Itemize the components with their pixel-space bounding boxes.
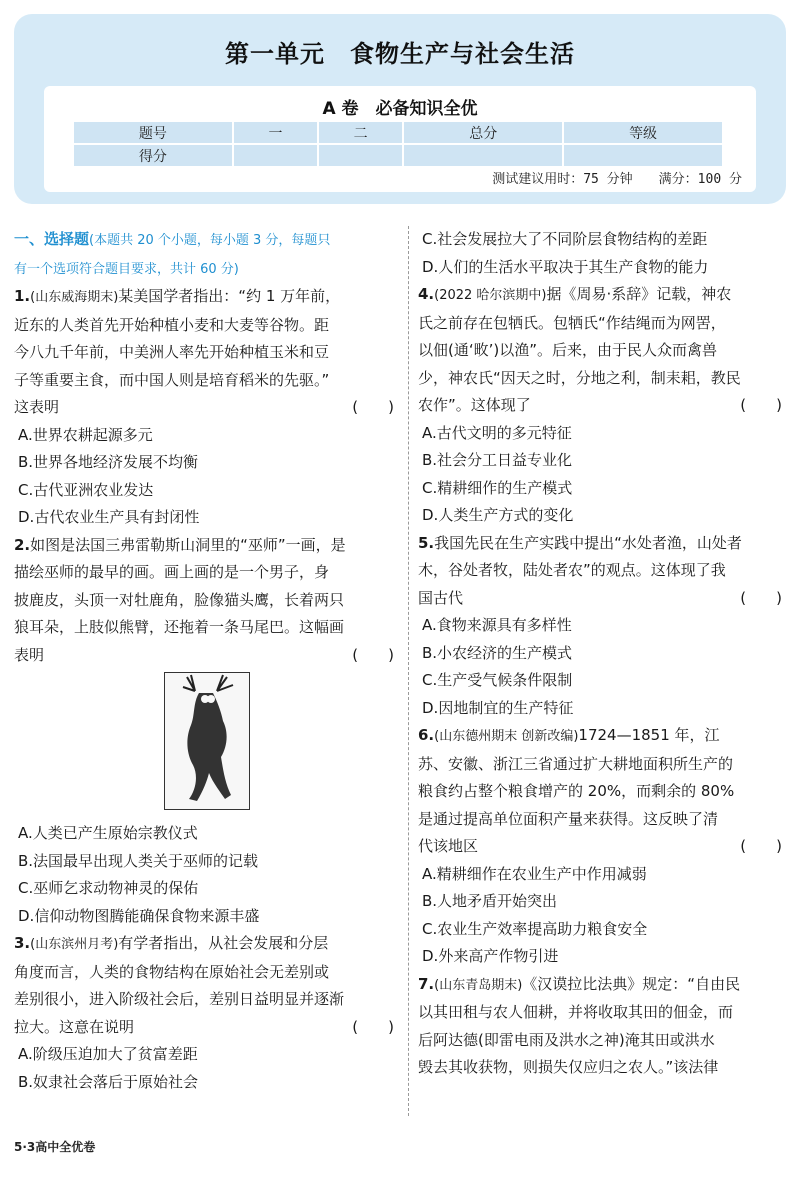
- answer-option[interactable]: D.信仰动物图腾能确保食物来源丰盛: [18, 906, 260, 925]
- question-number: 7.: [418, 974, 435, 993]
- question-text-line: 粮食约占整个粮食增产的 20%，而剩余的 80%: [418, 782, 735, 800]
- section-note-line: [14, 255, 400, 284]
- question-text-line: 以佃(通‘畋’)以渔”。后来，由于民人众而禽兽: [418, 341, 718, 359]
- question-stem: [418, 971, 788, 1000]
- answer-option[interactable]: C.社会发展拉大了不同阶层食物结构的差距: [422, 230, 708, 248]
- question-text: 据《周易·系辞》记载，神农: [546, 285, 732, 303]
- question-stem: [418, 530, 788, 558]
- question-stem: [418, 281, 788, 310]
- score-input-cell[interactable]: [233, 144, 318, 167]
- question-number: 1.: [14, 287, 31, 305]
- question-text-line: 子等重要主食，而中国人则是培育稻米的先驱。”: [14, 370, 330, 389]
- score-table-cell: 总分: [403, 121, 563, 144]
- question-number: 3.: [14, 934, 31, 952]
- footer-brand: 5·3高中全优卷: [14, 1140, 96, 1154]
- section-note: (本题共 20 个小题，每小题 3 分，每题只: [89, 233, 331, 248]
- question-stem: [14, 283, 400, 312]
- question-text-line: 以其田租与农人佃耕，并将收取其田的佃金，而: [418, 1003, 734, 1021]
- score-table-header-row: [73, 121, 723, 144]
- answer-option[interactable]: A.阶级压迫加大了贫富差距: [18, 1045, 198, 1063]
- question-stem: [14, 532, 400, 560]
- figure-block: [14, 672, 400, 816]
- right-column: [418, 226, 788, 1082]
- score-table-cell: 一: [233, 121, 318, 144]
- score-table-score-row: [73, 144, 723, 167]
- question-text-line: 毁去其收获物，则损失仅应归之农人。”该法律: [418, 1058, 719, 1076]
- question-number: 6.: [418, 726, 435, 744]
- question-text: 某美国学者指出：“约 1 万年前，: [118, 287, 341, 305]
- answer-bracket[interactable]: ( ): [352, 1017, 394, 1036]
- score-table-cell: 得分: [73, 144, 233, 167]
- section-title: 一、选择题: [14, 230, 90, 248]
- score-input-cell[interactable]: [563, 144, 723, 167]
- question-number: 2.: [14, 535, 31, 554]
- answer-option[interactable]: B.人地矛盾开始突出: [422, 892, 558, 910]
- question-text: 《汉谟拉比法典》规定：“自由民: [522, 974, 741, 993]
- question-source: (山东青岛期末): [434, 977, 523, 993]
- cave-painting-image: [164, 672, 250, 810]
- answer-option[interactable]: A.人类已产生原始宗教仪式: [18, 824, 198, 842]
- unit-title: 第一单元 食物生产与社会生活: [225, 40, 575, 68]
- answer-option[interactable]: A.世界农耕起源多元: [18, 425, 153, 444]
- section-note: 有一个选项符合题目要求，共计 60 分): [14, 261, 239, 277]
- left-column: [14, 226, 400, 1096]
- answer-bracket[interactable]: ( ): [740, 837, 782, 855]
- answer-option[interactable]: C.巫师乞求动物神灵的保佑: [18, 879, 199, 897]
- answer-option[interactable]: C.生产受气候条件限制: [422, 671, 573, 689]
- answer-option[interactable]: A.古代文明的多元特征: [422, 423, 572, 442]
- question-text-line: 近东的人类首先开始种植小麦和大麦等谷物。距: [14, 315, 330, 334]
- question-stem-end: [418, 585, 788, 613]
- question-text: 如图是法国三弗雷勒斯山洞里的“巫师”一画，是: [30, 535, 346, 554]
- answer-bracket[interactable]: ( ): [352, 398, 394, 416]
- question-text-line: 少，神农氏“因天之时，分地之利，制耒耜，教民: [418, 368, 741, 387]
- question-text: 代该地区: [418, 837, 479, 855]
- answer-option[interactable]: D.外来高产作物引进: [422, 947, 559, 965]
- unit-header: [14, 14, 786, 204]
- question-text-line: 今八九千年前，中美洲人率先开始种植玉米和豆: [14, 343, 330, 361]
- question-text: 拉大。这意在说明: [14, 1017, 135, 1036]
- question-stem: [418, 722, 788, 751]
- answer-bracket[interactable]: ( ): [352, 645, 394, 664]
- answer-option[interactable]: D.人们的生活水平取决于其生产食物的能力: [422, 257, 709, 276]
- question-number: 4.: [418, 285, 435, 303]
- score-panel: [44, 86, 756, 192]
- question-text: 表明: [14, 645, 45, 664]
- question-text-line: 狼耳朵，上肢似熊臂，还拖着一条马尾巴。这幅画: [14, 618, 345, 636]
- answer-option[interactable]: B.世界各地经济发展不均衡: [18, 453, 199, 471]
- question-stem-end: [14, 1014, 400, 1042]
- question-source: (山东滨州月考): [30, 937, 119, 952]
- question-text-line: 披鹿皮，头顶一对牡鹿角，脸像猫头鹰，长着两只: [14, 590, 345, 609]
- question-text: 1724—1851 年，江: [578, 726, 720, 744]
- answer-option[interactable]: C.古代亚洲农业发达: [18, 480, 154, 499]
- question-stem-end: [418, 833, 788, 861]
- answer-option[interactable]: B.社会分工日益专业化: [422, 451, 573, 469]
- question-source: (2022 哈尔滨期中): [434, 288, 547, 303]
- question-text: 有学者指出，从社会发展和分层: [118, 934, 329, 952]
- answer-option[interactable]: C.精耕细作的生产模式: [422, 478, 573, 497]
- answer-bracket[interactable]: ( ): [740, 588, 782, 607]
- paper-subtitle: A 卷 必备知识全优: [322, 99, 478, 119]
- answer-option[interactable]: B.奴隶社会落后于原始社会: [18, 1072, 199, 1091]
- question-text-line: 描绘巫师的最早的画。画上画的是一个男子，身: [14, 563, 330, 581]
- score-table: [72, 120, 724, 168]
- answer-option[interactable]: D.人类生产方式的变化: [422, 506, 574, 524]
- answer-option[interactable]: A.食物来源具有多样性: [422, 616, 572, 634]
- question-text-line: 是通过提高单位面积产量来获得。这反映了清: [418, 809, 719, 828]
- question-text-line: 苏、安徽、浙江三省通过扩大耕地面积所生产的: [418, 754, 734, 773]
- column-divider: [408, 226, 409, 1116]
- score-input-cell[interactable]: [318, 144, 403, 167]
- answer-option[interactable]: A.精耕细作在农业生产中作用减弱: [422, 864, 647, 883]
- question-stem-end: [14, 394, 400, 422]
- question-text-line: 角度而言，人类的食物结构在原始社会无差别或: [14, 962, 330, 981]
- question-number: 5.: [418, 533, 435, 552]
- question-text-line: 后阿达德(即雷电雨及洪水之神)淹其田或洪水: [418, 1030, 715, 1049]
- question-text: 我国先民在生产实践中提出“水处者渔，山处者: [434, 533, 742, 552]
- score-table-cell: 题号: [73, 121, 233, 144]
- question-stem-end: [14, 642, 400, 670]
- question-text: 这表明: [14, 398, 60, 416]
- question-text: 农作”。这体现了: [418, 396, 531, 414]
- question-source: (山东德州期末 创新改编): [434, 729, 579, 744]
- score-table-cell: 二: [318, 121, 403, 144]
- answer-option[interactable]: D.古代农业生产具有封闭性: [18, 508, 200, 526]
- section-heading: [14, 226, 400, 255]
- answer-bracket[interactable]: ( ): [740, 396, 782, 414]
- question-stem: [14, 930, 400, 959]
- score-table-cell: 等级: [563, 121, 723, 144]
- question-text-line: 木，谷处者牧，陆处者农”的观点。这体现了我: [418, 561, 726, 579]
- answer-option[interactable]: B.小农经济的生产模式: [422, 643, 573, 662]
- question-source: (山东威海期末): [30, 290, 119, 305]
- question-text: 国古代: [418, 588, 464, 607]
- answer-option[interactable]: C.农业生产效率提高助力粮食安全: [422, 919, 648, 938]
- question-stem-end: [418, 392, 788, 420]
- question-text-line: 差别很小，进入阶级社会后，差别日益明显并逐渐: [14, 990, 345, 1008]
- answer-option[interactable]: D.因地制宜的生产特征: [422, 698, 574, 717]
- question-text-line: 氏之前存在包牺氏。包牺氏“作结绳而为网罟，: [418, 313, 726, 332]
- score-input-cell[interactable]: [403, 144, 563, 167]
- answer-option[interactable]: B.法国最早出现人类关于巫师的记载: [18, 851, 259, 870]
- time-note: 测试建议用时：75 分钟 满分：100 分: [492, 172, 742, 187]
